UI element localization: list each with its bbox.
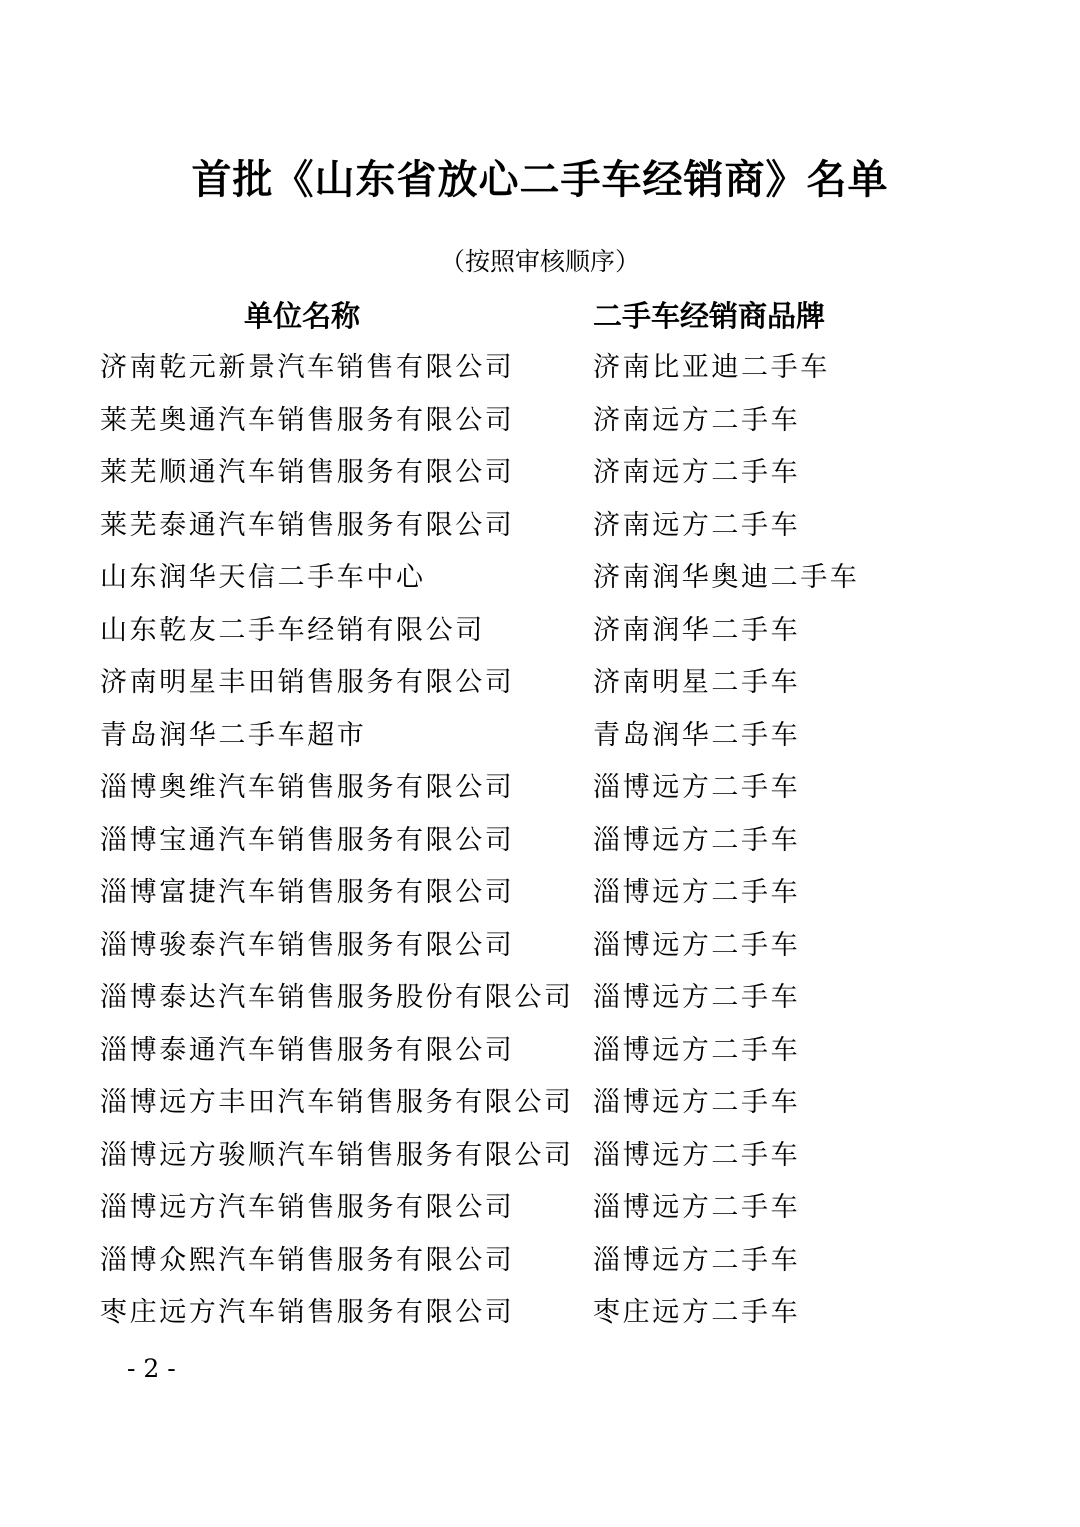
brand-name: 青岛润华二手车 (593, 719, 801, 751)
unit-name: 枣庄远方汽车销售服务有限公司 (100, 1297, 515, 1328)
list-item (0, 815, 1080, 868)
brand-name: 枣庄远方二手车 (593, 1297, 801, 1328)
unit-name: 莱芜奥通汽车销售服务有限公司 (100, 404, 515, 436)
list-item (0, 395, 1080, 448)
list-item (0, 342, 1080, 395)
page-subtitle: （按照审核顺序） (439, 247, 640, 276)
unit-name: 淄博骏泰汽车销售服务有限公司 (100, 929, 515, 961)
unit-name: 济南明星丰田销售服务有限公司 (100, 667, 515, 698)
list-item (0, 1235, 1080, 1288)
column-header-brand: 二手车经销商品牌 (593, 299, 826, 333)
brand-name: 济南润华奥迪二手车 (593, 562, 860, 593)
list-item (0, 1130, 1080, 1183)
unit-name: 淄博泰达汽车销售服务股份有限公司 (100, 982, 574, 1013)
brand-name: 淄博远方二手车 (593, 982, 801, 1013)
unit-name: 淄博奥维汽车销售服务有限公司 (100, 772, 515, 803)
list-item (0, 1182, 1080, 1235)
brand-name: 淄博远方二手车 (593, 772, 801, 803)
unit-name: 山东润华天信二手车中心 (100, 562, 426, 593)
brand-name: 淄博远方二手车 (593, 1244, 801, 1276)
brand-name: 济南远方二手车 (593, 509, 801, 541)
list-item (0, 762, 1080, 815)
brand-name: 淄博远方二手车 (593, 1087, 801, 1118)
unit-name: 莱芜泰通汽车销售服务有限公司 (100, 509, 515, 541)
list-item (0, 920, 1080, 973)
list-item (0, 500, 1080, 553)
unit-name: 青岛润华二手车超市 (100, 719, 367, 751)
list-item (0, 867, 1080, 920)
brand-name: 济南远方二手车 (593, 404, 801, 436)
unit-name: 淄博远方丰田汽车销售服务有限公司 (100, 1087, 574, 1118)
list-item (0, 552, 1080, 605)
brand-name: 淄博远方二手车 (593, 1139, 801, 1171)
brand-name: 淄博远方二手车 (593, 1192, 801, 1223)
unit-name: 淄博远方骏顺汽车销售服务有限公司 (100, 1139, 574, 1171)
page-number: - 2 - (127, 1354, 176, 1383)
list-item (0, 972, 1080, 1025)
brand-name: 济南比亚迪二手车 (593, 352, 830, 383)
list-item (0, 657, 1080, 710)
unit-name: 山东乾友二手车经销有限公司 (100, 614, 485, 646)
column-header-unit: 单位名称 (244, 299, 361, 333)
unit-name: 淄博远方汽车销售服务有限公司 (100, 1192, 515, 1223)
brand-name: 淄博远方二手车 (593, 929, 801, 961)
unit-name: 淄博泰通汽车销售服务有限公司 (100, 1034, 515, 1066)
page-title: 首批《山东省放心二手车经销商》名单 (191, 156, 889, 203)
list-item (0, 447, 1080, 500)
brand-name: 济南明星二手车 (593, 667, 801, 698)
brand-name: 淄博远方二手车 (593, 824, 801, 856)
list-item (0, 1287, 1080, 1340)
unit-name: 淄博富捷汽车销售服务有限公司 (100, 877, 515, 908)
brand-name: 济南远方二手车 (593, 457, 801, 488)
brand-name: 淄博远方二手车 (593, 1034, 801, 1066)
list-item (0, 710, 1080, 763)
dealer-list (0, 342, 1080, 1340)
unit-name: 淄博众熙汽车销售服务有限公司 (100, 1244, 515, 1276)
unit-name: 莱芜顺通汽车销售服务有限公司 (100, 457, 515, 488)
list-item (0, 605, 1080, 658)
unit-name: 济南乾元新景汽车销售有限公司 (100, 352, 515, 383)
list-item (0, 1025, 1080, 1078)
brand-name: 淄博远方二手车 (593, 877, 801, 908)
unit-name: 淄博宝通汽车销售服务有限公司 (100, 824, 515, 856)
brand-name: 济南润华二手车 (593, 614, 801, 646)
list-item (0, 1077, 1080, 1130)
